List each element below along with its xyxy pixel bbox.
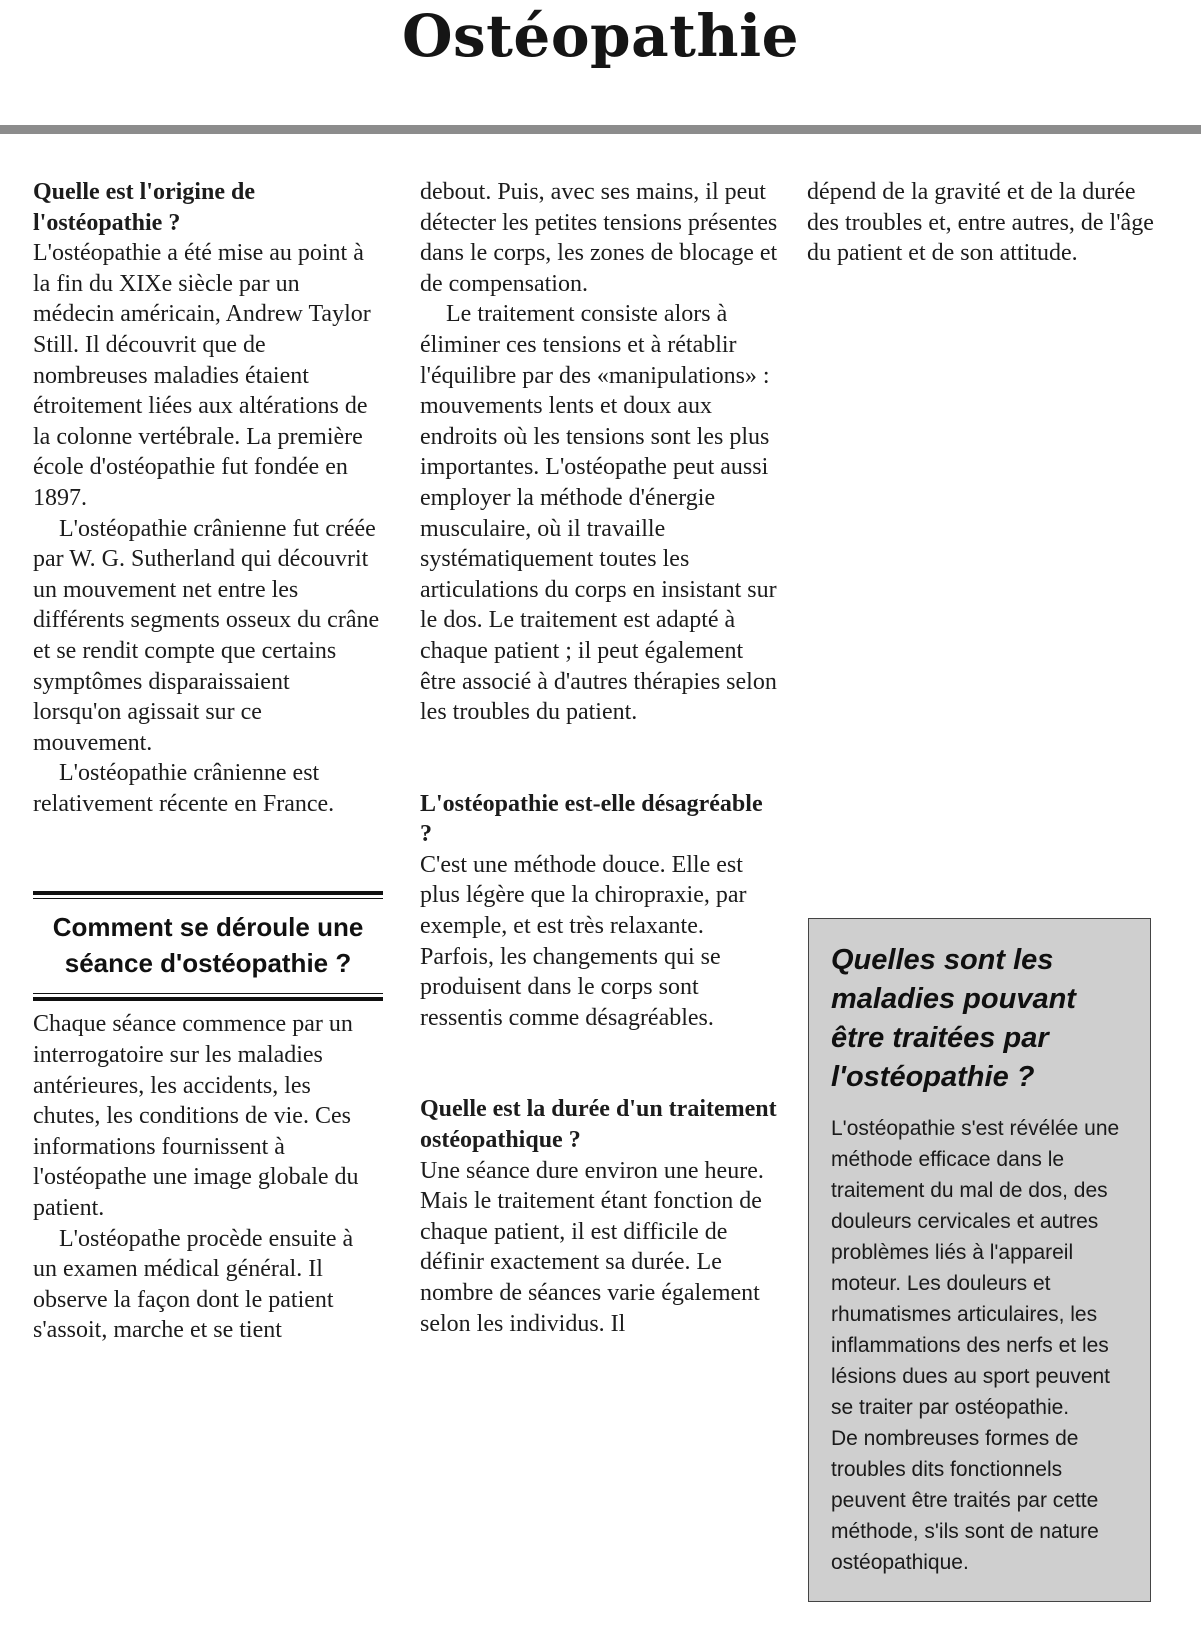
session-heading: Comment se déroule une séance d'ostéopathie ? [33,898,383,994]
title-divider [0,125,1201,134]
sidebar-box [808,918,1151,1602]
unpleasant-heading: L'ostéopathie est-elle désagréable ? [420,790,763,848]
origin-heading: Quelle est l'origine de l'ostéopathie ? [33,179,255,236]
origin-paragraph-3: L'ostéopathie crânienne est relativement récente en France. [33,760,335,817]
column-2 [420,177,780,1339]
unpleasant-paragraph: C'est une méthode douce. Elle est plus légère que la chiropraxie, par exemple, et est très relaxante. Parfois, les changements qui se produisent dans le corps sont ressentis comme désagréables. [420,851,747,1031]
column-2-paragraph-1: debout. Puis, avec ses mains, il peut détecter les petites tensions présentes dans le corps, les zones de blocage et de compensation. [420,179,778,297]
duration-paragraph: Une séance dure environ une heure. Mais le traitement étant fonction de chaque patient, il est difficile de définir exactement sa durée. Le nombre de séances varie également selon les individus. Il [420,1157,764,1337]
session-heading-box [33,891,383,1001]
column-2-paragraph-2: Le traitement consiste alors à éliminer ces tensions et à rétablir l'équilibre par des «manipulations» : mouvements lents et doux aux endroits où les tensions sont les plus importantes. L'ostéopathe peut aussi employer la méthode d'énergie musculaire, où il travaille systématiquement toutes les articulations du corps en insistant sur le dos. Le traitement est adapté à chaque patient ; il peut également être associé à d'autres thérapies selon les troubles du patient. [420,301,777,726]
sidebar-paragraph-1: L'ostéopathie s'est révélée une méthode efficace dans le traitement du mal de dos, des douleurs cervicales et autres problèmes liés à l'appareil moteur. Les douleurs et rhumatismes articulaires, les inflammations des nerfs et les lésions dues au sport peuvent se traiter par ostéopathie. [831,1117,1120,1419]
session-paragraph-1: Chaque séance commence par un interrogatoire sur les maladies antérieures, les accidents, les chutes, les conditions de vie. Ces informations fournissent à l'ostéopathe une image globale du patient. [33,1011,359,1222]
sidebar-paragraph-2: De nombreuses formes de troubles dits fonctionnels peuvent être traités par cette méthode, s'ils sont de nature ostéopathique. [831,1427,1099,1574]
origin-paragraph-1: L'ostéopathie a été mise au point à la fin du XIXe siècle par un médecin américain, Andrew Taylor Still. Il découvrit que de nombreuses maladies étaient étroitement liées aux altérations de la colonne vertébrale. La première école d'ostéopathie fut fondée en 1897. [33,240,371,511]
origin-paragraph-2: L'ostéopathie crânienne fut créée par W. G. Sutherland qui découvrit un mouvement net entre les différents segments osseux du crâne et se rendit compte que certains symptômes disparaissaient lorsqu'on agissait sur ce mouvement. [33,515,380,756]
column-1 [33,177,383,1346]
column-3-paragraph-1: dépend de la gravité et de la durée des troubles et, entre autres, de l'âge du patient et de son attitude. [807,179,1154,267]
duration-heading: Quelle est la durée d'un traitement ostéopathique ? [420,1096,777,1154]
session-paragraph-2: L'ostéopathe procède ensuite à un examen médical général. Il observe la façon dont le patient s'assoit, marche et se tient [33,1225,354,1344]
sidebar-heading: Quelles sont les maladies pouvant être traitées par l'ostéopathie ? [831,944,1076,1093]
column-3 [807,177,1167,269]
page-title: Ostéopathie [401,2,800,70]
